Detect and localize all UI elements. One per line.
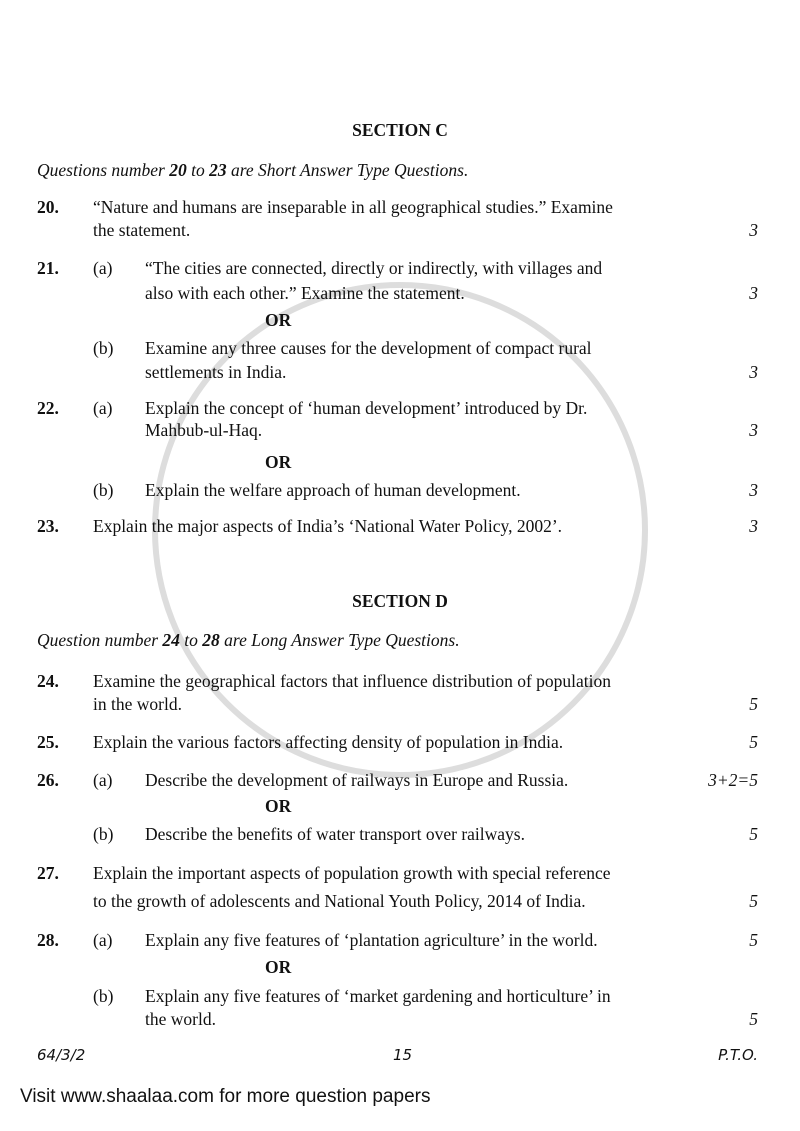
question-number: 21. xyxy=(37,258,59,278)
question-text: in the world. xyxy=(93,694,182,714)
question-number: 24. xyxy=(37,671,59,691)
question-text: the world. xyxy=(145,1009,216,1029)
marks: 3+2=5 xyxy=(708,770,758,790)
visit-link-text: Visit www.shaalaa.com for more question papers xyxy=(20,1086,431,1107)
marks: 3 xyxy=(749,516,758,536)
question-text: Explain any five features of ‘market gardening and horticulture’ in xyxy=(145,986,611,1006)
question-text: Examine any three causes for the development of compact rural xyxy=(145,338,592,358)
question-text: Explain the important aspects of population growth with special reference xyxy=(93,863,611,883)
question-text: Mahbub-ul-Haq. xyxy=(145,420,263,440)
option-label: (a) xyxy=(93,930,113,950)
question-text: Explain the major aspects of India’s ‘National Water Policy, 2002’. xyxy=(93,516,563,536)
question-text: Explain the welfare approach of human development. xyxy=(145,480,521,500)
option-label: (a) xyxy=(93,258,113,278)
pto-label: P.T.O. xyxy=(718,1046,758,1064)
option-label: (a) xyxy=(93,398,113,418)
question-text: Describe the benefits of water transport over railways. xyxy=(145,824,525,844)
question-number: 22. xyxy=(37,398,59,418)
question-text: Describe the development of railways in Europe and Russia. xyxy=(145,770,569,790)
instruction-text: Question number xyxy=(37,630,163,650)
marks: 3 xyxy=(749,420,758,440)
instruction-number: 24 xyxy=(162,630,180,650)
instruction-number: 20 xyxy=(169,160,187,180)
marks: 5 xyxy=(749,824,758,844)
question-number: 25. xyxy=(37,732,59,752)
marks: 5 xyxy=(749,694,758,714)
option-label: (b) xyxy=(93,480,114,500)
or-label: OR xyxy=(265,957,292,977)
question-text: “Nature and humans are inseparable in all geographical studies.” Examine xyxy=(93,197,613,217)
question-number: 20. xyxy=(37,197,59,217)
page-number: 15 xyxy=(393,1046,413,1064)
paper-code: 64/3/2 xyxy=(37,1046,86,1064)
question-text: Explain the concept of ‘human development’ introduced by Dr. xyxy=(145,398,588,418)
marks: 5 xyxy=(749,732,758,752)
section-c-instructions xyxy=(37,160,468,180)
or-label: OR xyxy=(265,310,292,330)
marks: 5 xyxy=(749,930,758,950)
instruction-text: Questions number xyxy=(37,160,170,180)
question-text: “The cities are connected, directly or indirectly, with villages and xyxy=(145,258,603,278)
question-number: 28. xyxy=(37,930,59,950)
question-text: settlements in India. xyxy=(145,362,287,382)
marks: 5 xyxy=(749,1009,758,1029)
option-label: (b) xyxy=(93,986,114,1006)
or-label: OR xyxy=(265,796,292,816)
instruction-number: 28 xyxy=(202,630,220,650)
question-number: 27. xyxy=(37,863,59,883)
question-text: the statement. xyxy=(93,220,191,240)
marks: 3 xyxy=(749,480,758,500)
marks: 3 xyxy=(749,362,758,382)
section-d-title: SECTION D xyxy=(352,591,448,611)
instruction-text: to xyxy=(186,160,210,180)
question-text: also with each other.” Examine the statement. xyxy=(145,283,465,303)
instruction-text: to xyxy=(179,630,203,650)
question-number: 23. xyxy=(37,516,59,536)
option-label: (b) xyxy=(93,824,114,844)
instruction-text: are Long Answer Type Questions. xyxy=(219,630,460,650)
question-number: 26. xyxy=(37,770,59,790)
section-c-title: SECTION C xyxy=(352,120,448,140)
marks: 3 xyxy=(749,220,758,240)
instruction-text: are Short Answer Type Questions. xyxy=(226,160,469,180)
option-label: (a) xyxy=(93,770,113,790)
marks: 3 xyxy=(749,283,758,303)
instruction-number: 23 xyxy=(209,160,227,180)
question-text: to the growth of adolescents and National Youth Policy, 2014 of India. xyxy=(93,891,586,911)
or-label: OR xyxy=(265,452,292,472)
option-label: (b) xyxy=(93,338,114,358)
section-d-instructions xyxy=(37,630,460,650)
marks: 5 xyxy=(749,891,758,911)
question-text: Explain any five features of ‘plantation agriculture’ in the world. xyxy=(145,930,598,950)
question-text: Explain the various factors affecting density of population in India. xyxy=(93,732,564,752)
question-text: Examine the geographical factors that influence distribution of population xyxy=(93,671,612,691)
